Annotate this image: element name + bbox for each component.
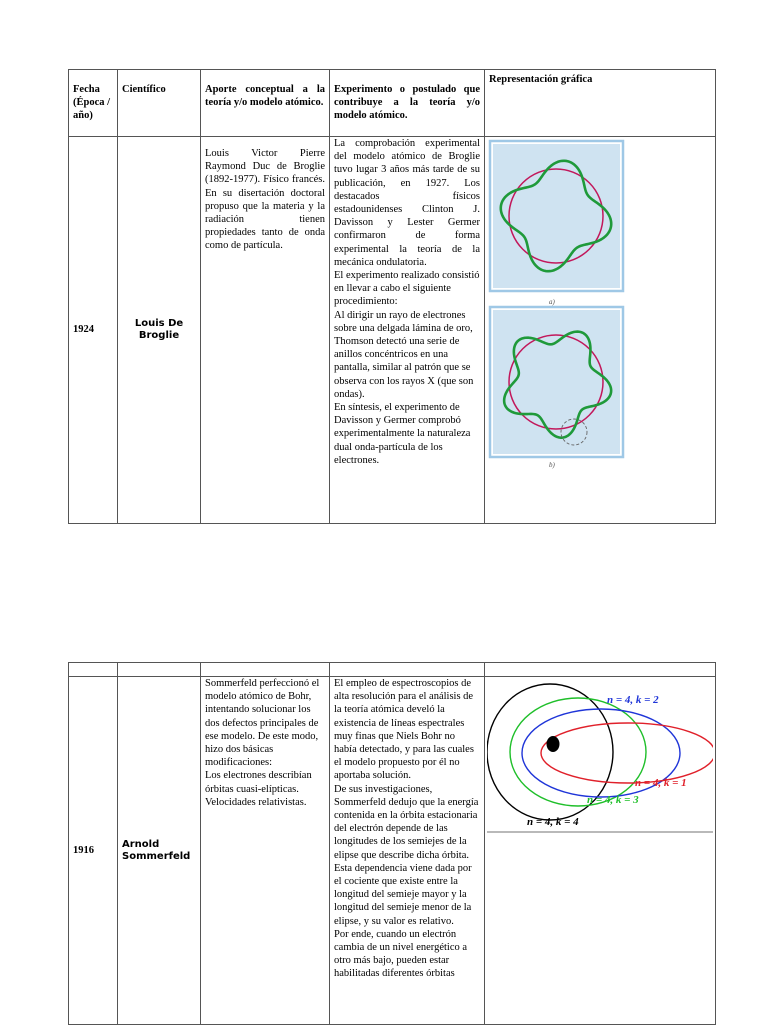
table-header-row-empty [69, 663, 716, 677]
header-experimento: Experimento o postulado que contribuye a la teoría y/o modelo atómico. [330, 70, 485, 137]
aporte-paragraph: Sommerfeld perfeccionó el modelo atómico de Bohr, intentando solucionar los dos defectos principales de ese modelo. De este modo, hizo dos básicas modificaciones: [205, 678, 320, 769]
label-k2: n = 4, k = 2 [607, 694, 659, 706]
experimento-intro: La comprobación experimental del modelo atómico de Broglie tuvo lugar 3 años más tarde de su publicación, en 1927. Los destacados físicos estadounidenses Clinton J. Davisson y Lester Germer confirmaron de forma experimental la teoría de la mecánica ondulatoria. [334, 138, 480, 268]
orbit-k3 [510, 698, 646, 806]
table-row [69, 137, 716, 524]
empty-header-cell [485, 663, 716, 677]
empty-header-cell [69, 663, 118, 677]
representacion-cell [485, 677, 716, 1025]
de-broglie-standing-wave-figure [487, 139, 713, 469]
table-sommerfeld [68, 662, 716, 1025]
experimento-paragraph: Al dirigir un rayo de electrones sobre una delgada lámina de oro, Thomson detectó una serie de anillos concéntricos en una pantalla, similar al patrón que se observa con los rayos X (que son ondas). [334, 309, 474, 400]
table-header-row [69, 70, 716, 137]
panel-a-label: a) [549, 298, 555, 306]
orbit-k1 [541, 723, 713, 783]
experimento-paragraph: Esta dependencia viene dada por el cociente que existe entre la longitud del semieje mayor y la longitud del semieje menor de la elipse, y su valor es relativo. [334, 862, 472, 927]
experimento-cell [330, 137, 485, 524]
label-k4: n = 4, k = 4 [527, 816, 579, 828]
experimento-paragraph: Por ende, cuando un electrón cambia de un nivel energético a otro más bajo, pueden estar habilitadas diferentes órbitas [334, 928, 468, 980]
aporte-paragraph: Velocidades relativistas. [205, 796, 307, 808]
label-k1: n = 4, k = 1 [635, 777, 687, 789]
table-de-broglie [68, 69, 716, 524]
header-representacion: Representación gráfica [485, 70, 716, 137]
aporte-cell: Louis Victor Pierre Raymond Duc de Broglie (1892-1977). Físico francés. En su disertación doctoral propuso que la materia y la radiación tienen propiedades tanto de onda como de partícula. [201, 137, 330, 524]
header-aporte: Aporte conceptual a la teoría y/o modelo atómico. [201, 70, 330, 137]
sommerfeld-orbits-figure [487, 679, 713, 839]
nucleus [547, 736, 560, 752]
aporte-paragraph: Los electrones describían órbitas cuasi-elípticas. [205, 770, 312, 795]
empty-header-cell [118, 663, 201, 677]
experimento-paragraph: En síntesis, el experimento de Davisson y Germer comprobó experimentalmente la naturaleza dual onda-partícula de los electrones. [334, 402, 471, 466]
scientist-cell: Louis De Broglie [118, 137, 201, 524]
header-fecha: Fecha (Época / año) [69, 70, 118, 137]
panel-b-label: b) [549, 461, 555, 469]
header-cientifico: Científico [118, 70, 201, 137]
experimento-paragraph: El experimento realizado consistió en llevar a cabo el siguiente procedimiento: [334, 270, 480, 308]
representacion-cell [485, 137, 716, 524]
panel-b-background [493, 310, 620, 454]
aporte-cell [201, 677, 330, 1025]
experimento-cell [330, 677, 485, 1025]
table-row [69, 677, 716, 1025]
empty-header-cell [201, 663, 330, 677]
empty-header-cell [330, 663, 485, 677]
scientist-cell [118, 677, 201, 1025]
year-cell: 1924 [69, 137, 118, 524]
scientist-name: Arnold Sommerfeld [122, 838, 191, 862]
year-cell: 1916 [69, 677, 118, 1025]
experimento-paragraph: De sus investigaciones, Sommerfeld dedujo que la energía contenida en la órbita estacionaria del electrón depende de las longitudes de los semiejes de la elipse que describe dicha órbita. [334, 783, 479, 861]
panel-a-background [493, 144, 620, 288]
experimento-paragraph: El empleo de espectroscopios de alta resolución para el análisis de la teoría atómica develó la existencia de líneas espectrales muy finas que Niels Bohr no había detectado, y para las cuales el modelo propuesto por él no aportaba solución. [334, 678, 474, 782]
label-k3: n = 4, k = 3 [587, 794, 639, 806]
